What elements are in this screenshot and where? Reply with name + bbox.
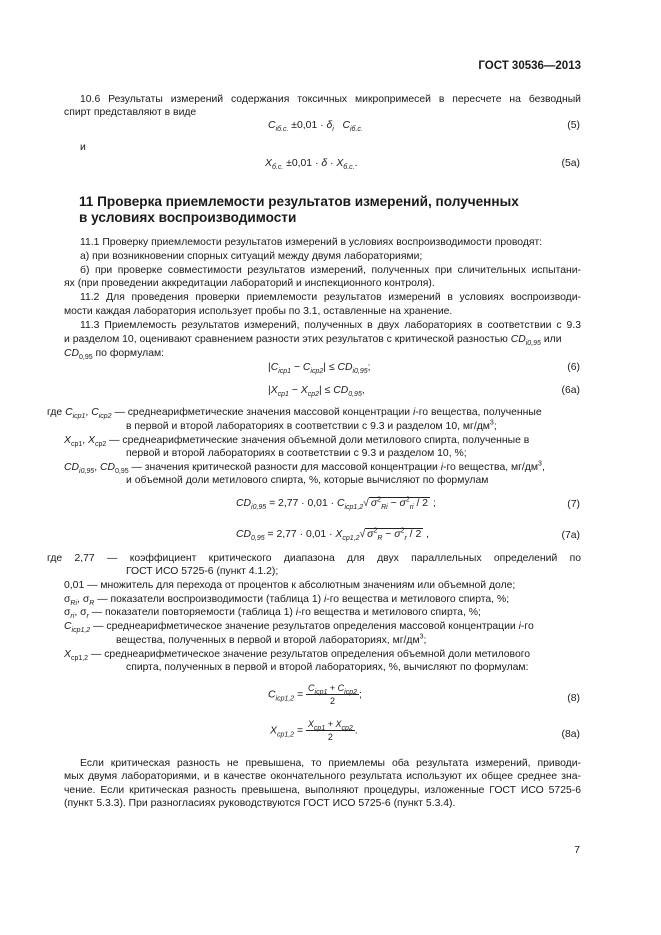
definition-cd: $CD_{i0,95}$, $CD_{0,95}$ — значения критической разности для массовой концентрации i-го вещества, $мг/дм^3$,	[64, 460, 545, 476]
final-paragraph-line2: мых двумя лабораториями, и в качестве окончательного результата используют их общее среднее зна-	[64, 771, 581, 782]
equation-number-6a: (6а)	[561, 385, 580, 396]
section-title-line2: в условиях воспроизводимости	[79, 210, 297, 225]
definition-x-cp: $X_{cp1}$, $X_{cp2}$ — среднеарифметические значения объемной доли метилового спирта, полученные в	[64, 435, 530, 449]
definition-multiplier: 0,01 — множитель для перехода от процентов к абсолютным значениям или объемной доле;	[64, 580, 516, 591]
formula-5a: $X_{б.с.} \pm 0,01 \cdot \delta \cdot X_{б.с.}$.	[265, 158, 358, 172]
paragraph-11-1-item-a: а) при возникновении спорных ситуаций между двумя лабораториями;	[80, 251, 423, 262]
paragraph-11-3-line2: и разделом 10, оценивают сравнением разности этих результатов с критической разностью $CD_{i0,95}$ или	[64, 334, 562, 348]
definition-cd-cont: и объемной доли метилового спирта, %, которые вычисляют по формулам	[126, 475, 489, 486]
equation-number-7: (7)	[567, 499, 580, 510]
equation-number-5: (5)	[567, 120, 580, 131]
definition-sigma-r: $\sigma_{ri}$, $\sigma_r$ — показатели повторяемости (таблица 1) i-го вещества и метилового спирта, %;	[64, 607, 481, 621]
definition-c-icp: где $C_{icp1}$, $C_{icp2}$ — среднеарифметические значения массовой концентрации i-го вещества, полученные	[47, 407, 542, 421]
definition-c-icp-cont: в первой и второй лабораториях в соответствии с 9.3 и разделом 10, $мг/дм^3$;	[126, 419, 497, 432]
definition-c-icp12-cont: вещества, полученных в первой и второй лабораториях, $мг/дм^3$;	[116, 633, 427, 646]
formula-6: $|C_{icp1} - C_{icp2}| \le CD_{i0,95}$;	[268, 362, 371, 376]
definition-sigma-R: $\sigma_{Ri}$, $\sigma_R$ — показатели воспроизводимости (таблица 1) i-го вещества и метилового спирта, %;	[64, 594, 510, 608]
equation-number-5a: (5а)	[561, 158, 580, 169]
definition-x-cp12-cont: спирта, полученных в первой и второй лабораториях, %, вычисляют по формулам:	[126, 662, 529, 673]
paragraph-11-2-line1: 11.2 Для проведения проверки приемлемости результатов измерений в условиях воспроизводи-	[80, 292, 581, 303]
definition-x-cp-cont: первой и второй лабораториях в соответствии с 9.3 и разделом 10, %;	[126, 448, 467, 459]
final-paragraph-line3: чение. Если критическая разность превышена, выполняют процедуры, изложенные ГОСТ ИСО 5725-6	[64, 785, 581, 796]
and-word: и	[80, 142, 86, 153]
formula-7: $CD_{i0,95} = 2,77 \cdot 0,01 \cdot C_{icp1,2}√$ $\sigma^2_{Ri} - \sigma^2_{ri} / 2$ ;	[236, 496, 436, 512]
formula-8: $C_{icp1,2}$ = $\frac{C_{icp1} + C_{icp2}}{2}$ ;	[268, 683, 362, 706]
definition-k-cont: ГОСТ ИСО 5725-6 (пункт 4.1.2);	[126, 566, 279, 577]
formula-8a: $X_{cp1,2}$ = $\frac{X_{cp1} + X_{cp2}}{2}$ .	[270, 719, 358, 742]
final-paragraph-line4: (пункт 5.3.3). При разногласиях руководствуются ГОСТ ИСО 5725-6 (пункт 5.3.4).	[64, 798, 456, 809]
definition-c-icp12: $C_{icp1,2}$ — среднеарифметическое значение результатов определения массовой концентрации i-го	[64, 621, 534, 635]
standard-header: ГОСТ 30536—2013	[478, 60, 581, 72]
equation-number-7a: (7а)	[561, 530, 580, 541]
paragraph-11-1-line1: 11.1 Проверку приемлемости результатов измерений в условиях воспроизводимости проводят:	[80, 237, 543, 248]
final-paragraph-line1: Если критическая разность не превышена, то приемлемы оба результата измерений, приводи-	[80, 758, 581, 769]
definition-x-cp12: $X_{cp1,2}$ — среднеарифметическое значение результатов определения объемной доли метилового	[64, 649, 531, 663]
paragraph-11-1-item-b-line1: б) при проверке совместимости результатов измерений, полученных при сличительных испытани-	[80, 265, 581, 276]
page-number: 7	[574, 845, 580, 856]
paragraph-11-2-line2: мости каждая лаборатория использует пробы по 3.1, оставленные на хранение.	[64, 306, 453, 317]
paragraph-10-6-line1: 10.6 Результаты измерений содержания токсичных микропримесей в пересчете на безводный	[80, 94, 581, 105]
formula-6a: $|X_{cp1} - X_{cp2}| \le CD_{0,95}$,	[268, 385, 365, 399]
equation-number-8a: (8а)	[561, 729, 580, 740]
paragraph-11-3-line1: 11.3 Приемлемость результатов измерений, полученных в двух лабораториях в соответствии с 9.3	[80, 320, 581, 331]
formula-5: $C_{iб.с.} \pm 0,01 \cdot \delta_i$ $C_{iб.с.}$	[268, 120, 363, 134]
paragraph-10-6-line2: спирт представляют в виде	[64, 107, 197, 118]
formula-7a: $CD_{0,95} = 2,77 \cdot 0,01 \cdot X_{cp1,2}√$ $\sigma^2_R - \sigma^2_r / 2$ ,	[236, 527, 430, 543]
paragraph-11-3-line3: $CD_{0,95}$ по формулам:	[64, 348, 165, 362]
paragraph-11-1-item-b-line2: ях (при проведении аккредитации лабораторий и инспекционного контроля).	[64, 278, 435, 289]
section-title-line1: 11 Проверка приемлемости результатов измерений, полученных	[79, 194, 519, 209]
definition-k-coefficient: где 2,77 — коэффициент критического диапазона для двух параллельных определений по	[47, 553, 581, 564]
equation-number-6: (6)	[567, 362, 580, 373]
equation-number-8: (8)	[567, 693, 580, 704]
